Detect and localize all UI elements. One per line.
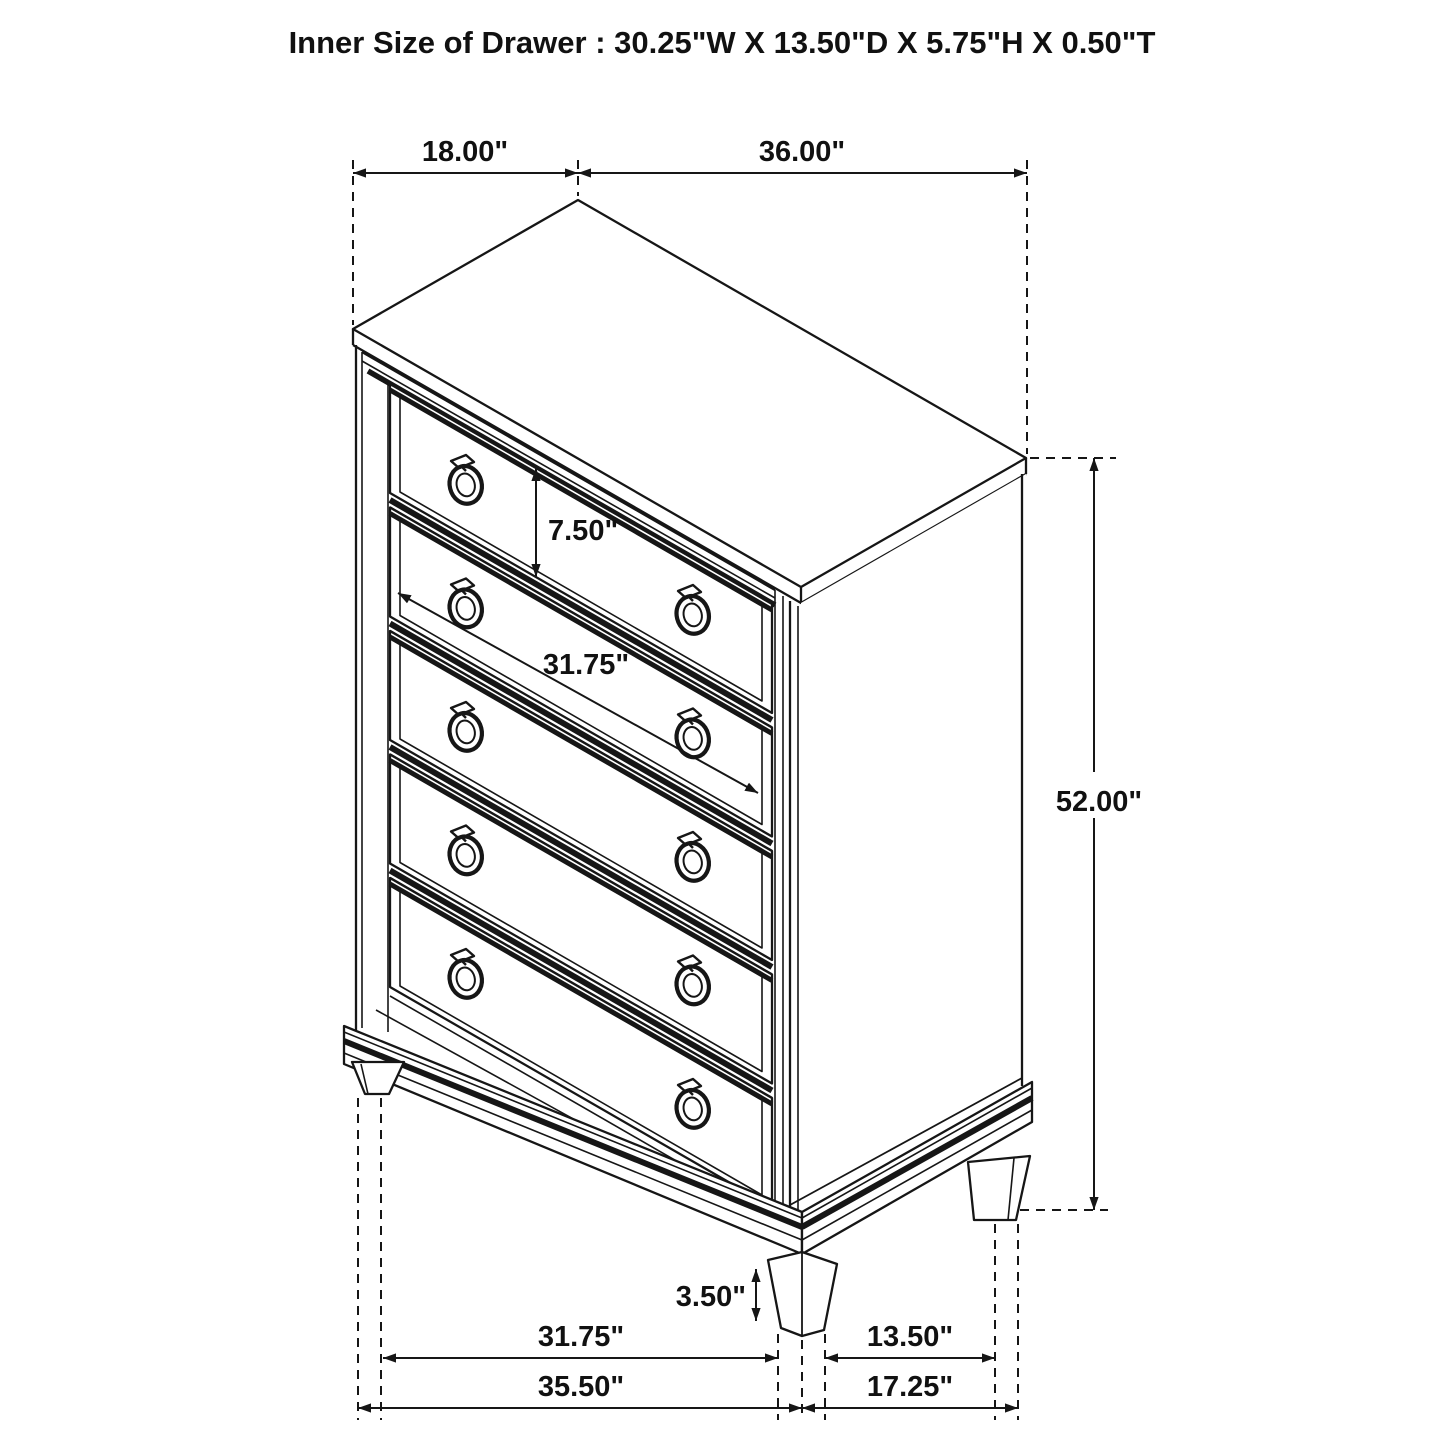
front-center-leg — [768, 1252, 837, 1336]
label-drawer-width: 31.75" — [542, 649, 630, 681]
chest-side-panel — [790, 474, 1026, 1210]
chest-drawing — [344, 200, 1032, 1336]
label-base-side-inner: 13.50" — [866, 1321, 954, 1353]
label-base-side-outer: 17.25" — [866, 1371, 954, 1403]
label-drawer-height: 7.50" — [548, 515, 619, 547]
label-base-front-inner: 31.75" — [537, 1321, 625, 1353]
dimension-overall-height — [1046, 458, 1150, 1210]
label-overall-height: 52.00" — [1055, 786, 1143, 818]
label-top-width: 36.00" — [758, 136, 846, 168]
front-left-leg — [352, 1062, 404, 1094]
label-top-depth: 18.00" — [421, 136, 509, 168]
label-base-front-outer: 35.50" — [537, 1371, 625, 1403]
label-leg-height: 3.50" — [675, 1281, 746, 1313]
diagram-title: Inner Size of Drawer : 30.25"W X 13.50"D X 5.75"H X 0.50"T — [288, 25, 1156, 60]
